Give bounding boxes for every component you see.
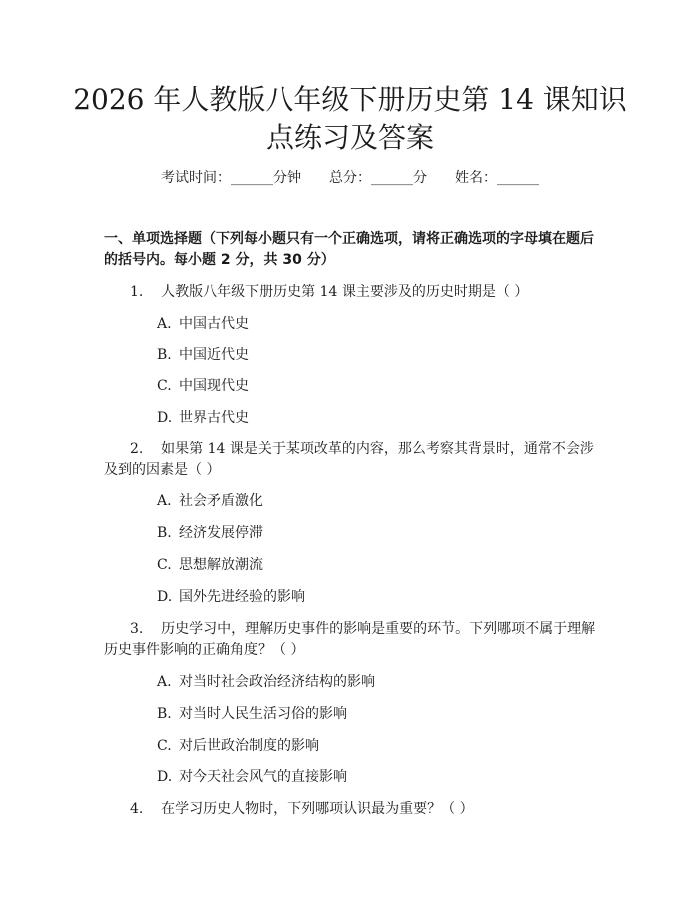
option-1b [157, 345, 597, 365]
question-number: 1. [130, 284, 144, 300]
page-title-line-1: 2026 年人教版八年级下册历史第 14 课知识 [73, 83, 627, 116]
question-2 [104, 439, 600, 481]
option-text: 思想解放潮流 [179, 557, 263, 573]
option-letter: B. [157, 525, 172, 541]
question-number: 3. [130, 621, 144, 637]
option-text: 国外先进经验的影响 [179, 589, 305, 605]
option-2b [157, 523, 597, 543]
option-letter: C. [157, 378, 172, 394]
option-2d [157, 587, 597, 607]
exam-meta [0, 168, 700, 188]
question-number: 4. [130, 801, 144, 817]
option-text: 中国古代史 [179, 316, 249, 332]
section-heading: 一、单项选择题（下列每小题只有一个正确选项，请将正确选项的字母填在题后的括号内。每小题 2 分，共 30 分） [104, 231, 594, 268]
option-letter: A. [157, 316, 172, 332]
option-letter: C. [157, 738, 172, 754]
option-letter: A. [157, 493, 172, 509]
option-3b [157, 704, 597, 724]
option-1d [157, 408, 597, 428]
question-4 [104, 799, 600, 820]
question-text: 人教版八年级下册历史第 14 课主要涉及的历史时期是（ ） [161, 284, 529, 300]
option-text: 对当时人民生活习俗的影响 [179, 706, 347, 722]
student-name-field: 姓名：______ [455, 170, 539, 186]
option-letter: C. [157, 557, 172, 573]
option-2c [157, 555, 597, 575]
option-3d [157, 767, 597, 787]
option-text: 对当时社会政治经济结构的影响 [179, 674, 375, 690]
option-text: 中国近代史 [179, 347, 249, 363]
option-text: 世界古代史 [179, 410, 249, 426]
question-text: 历史学习中，理解历史事件的影响是重要的环节。下列哪项不属于理解历史事件影响的正确角度？（ ） [104, 621, 596, 658]
question-1 [104, 282, 600, 303]
option-text: 经济发展停滞 [179, 525, 263, 541]
question-3 [104, 619, 600, 661]
exam-time-field: 考试时间：______分钟 [161, 170, 301, 186]
question-text: 如果第 14 课是关于某项改革的内容，那么考察其背景时，通常不会涉及到的因素是（ ） [104, 441, 594, 478]
option-1a [157, 314, 597, 334]
option-letter: D. [157, 769, 173, 785]
option-text: 中国现代史 [179, 378, 249, 394]
option-letter: D. [157, 410, 173, 426]
option-letter: B. [157, 706, 172, 722]
total-score-field: 总分：______分 [329, 170, 427, 186]
question-text: 在学习历史人物时，下列哪项认识最为重要？（ ） [161, 801, 474, 817]
option-2a [157, 491, 597, 511]
option-text: 对今天社会风气的直接影响 [179, 769, 347, 785]
option-letter: D. [157, 589, 173, 605]
option-letter: B. [157, 347, 172, 363]
option-3c [157, 736, 597, 756]
option-letter: A. [157, 674, 172, 690]
question-number: 2. [130, 441, 144, 457]
page-title-line-2: 点练习及答案 [265, 121, 434, 154]
option-1c [157, 376, 597, 396]
option-text: 社会矛盾激化 [179, 493, 263, 509]
option-text: 对后世政治制度的影响 [179, 738, 319, 754]
option-3a [157, 672, 597, 692]
